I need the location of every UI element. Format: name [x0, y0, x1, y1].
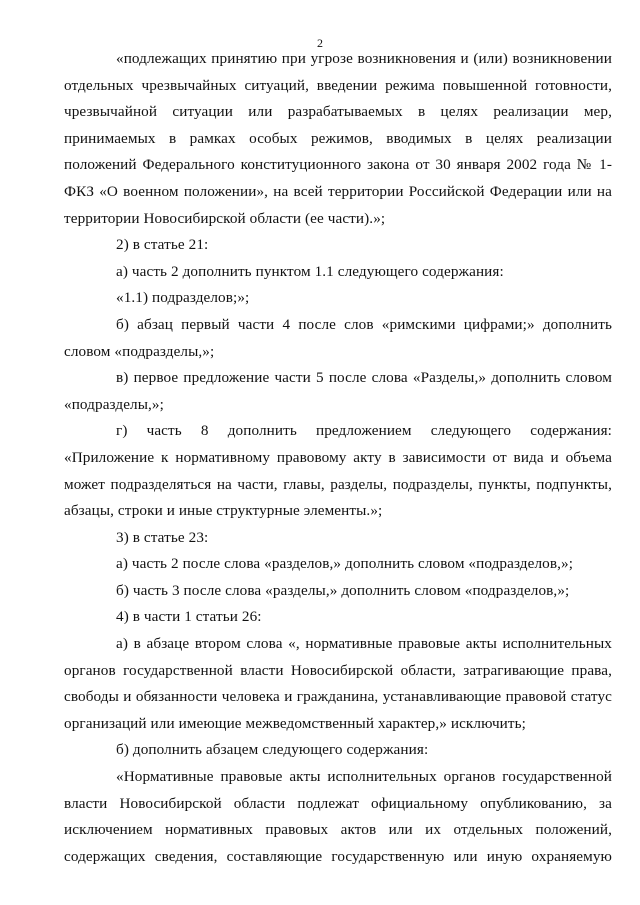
paragraph-item-2a-text: «1.1) подразделов;»;: [116, 289, 250, 307]
paragraph-item-4-article-26: 4) в части 1 статьи 26:: [116, 608, 262, 626]
document-body: [64, 46, 612, 870]
page-number: 2: [317, 36, 323, 50]
paragraph-item-2-article-21: 2) в статье 21:: [116, 236, 209, 254]
paragraph-item-3b: б) часть 3 после слова «разделы,» дополнить словом «подразделов,»;: [116, 581, 570, 599]
paragraph-item-2a: а) часть 2 дополнить пунктом 1.1 следующего содержания:: [116, 262, 504, 280]
paragraph-item-4b: б) дополнить абзацем следующего содержания:: [116, 741, 429, 759]
paragraph-item-3-article-23: 3) в статье 23:: [116, 528, 209, 546]
paragraph-definition-continuation: «подлежащих принятию при угрозе возникновения и (или) возникновении отдельных чрезвычайных ситуаций, введении режима повышенной готовности, чрезвычайной ситуации или разрабатываемых в целях реализации мер, принимаемых в рамках особых режимов, вводимых в целях реализации положений Федерального конституционного закона от 30 января 2002 года № 1-ФКЗ «О военном положении», на всей территории Российской Федерации или на территории Новосибирской области (ее части).»;: [64, 50, 612, 227]
paragraph-item-2g: г) часть 8 дополнить предложением следующего содержания: «Приложение к нормативному правовому акту в зависимости от вида и объема может подразделяться на части, главы, разделы, подразделы, пункты, подпункты, абзацы, строки и иные структурные элементы.»;: [64, 422, 612, 520]
paragraph-item-4b-text: «Нормативные правовые акты исполнительных органов государственной власти Новосибирской области подлежат официальному опубликованию, за исключением нормативных правовых актов или их отдельных положений, содержащих сведения, составляющие государственную или иную охраняемую: [64, 768, 612, 865]
paragraph-item-2b: б) абзац первый части 4 после слов «римскими цифрами;» дополнить словом «подразделы,»;: [64, 315, 612, 360]
paragraph-item-3a: а) часть 2 после слова «разделов,» дополнить словом «подразделов,»;: [116, 555, 574, 573]
paragraph-item-2v: в) первое предложение части 5 после слова «Разделы,» дополнить словом «подразделы,»;: [64, 369, 612, 413]
paragraph-item-4a: а) в абзаце втором слова «, нормативные правовые акты исполнительных органов государственной власти Новосибирской области, затрагивающие права, свободы и обязанности человека и гражданина, устанавливающие правовой статус организаций или имеющие межведомственный характер,» исключить;: [64, 635, 612, 732]
